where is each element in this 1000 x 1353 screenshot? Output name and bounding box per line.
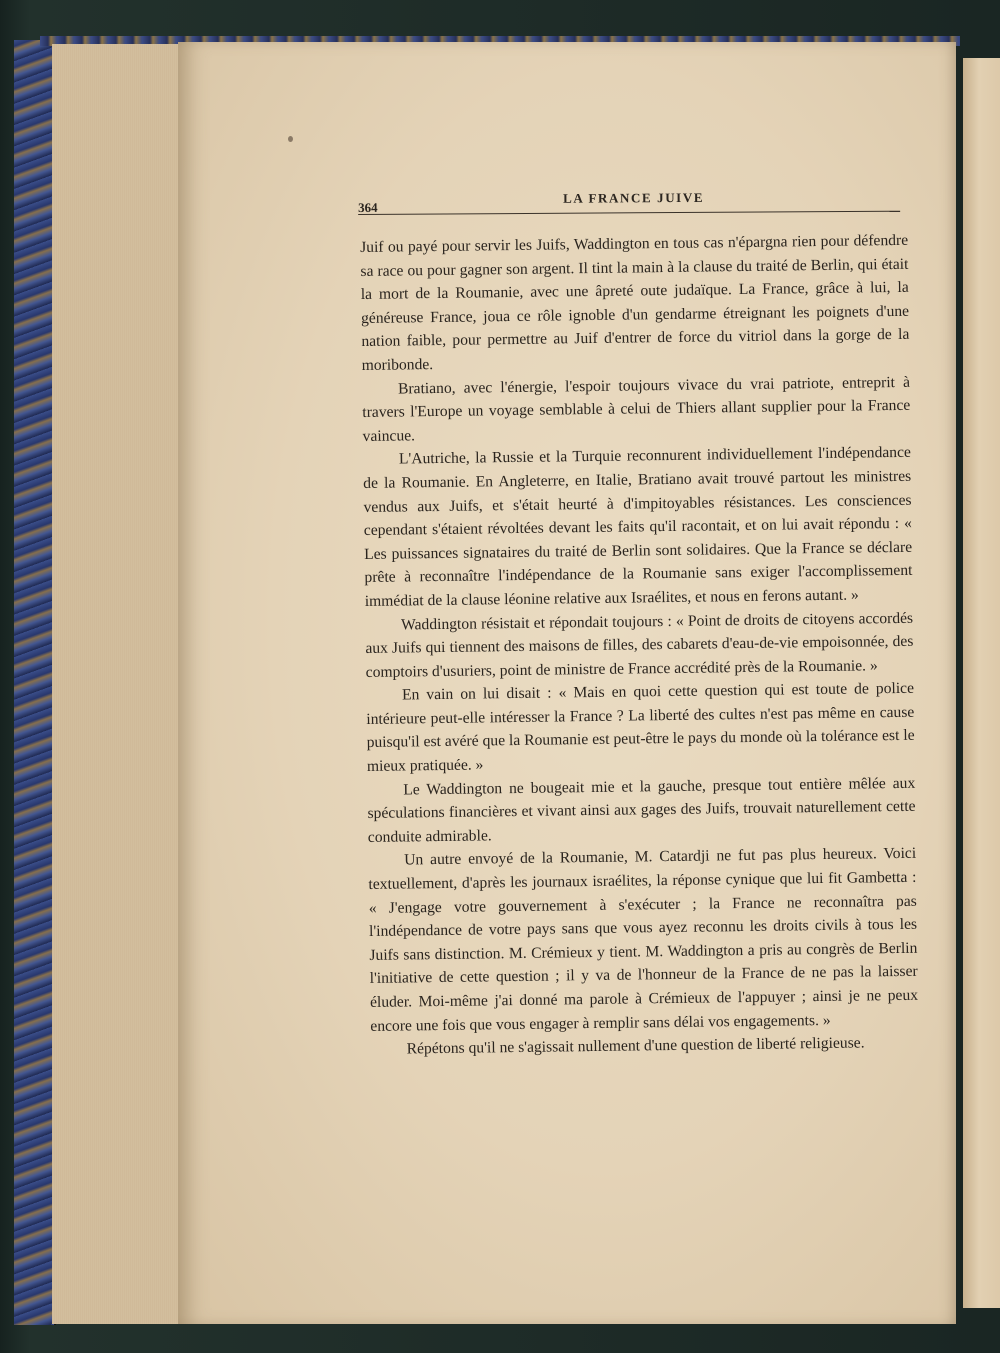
running-title: LA FRANCE JUIVE	[563, 189, 705, 206]
paragraph: Répétons qu'il ne s'agissait nullement d'une question de liberté religieuse.	[406, 1034, 865, 1058]
paragraph: Juif ou payé pour servir les Juifs, Waddington en tous cas n'épargna rien pour défendre sa race ou pour gagner son argent. Il tint la main à la clause du traité de Berlin, qui était la mort de la Roumanie, avec une âpreté oute judaïque. La France, grâce à lui, la généreuse France, joua ce rôle ignoble d'un gendarme étreignant les poignets d'une nation faible, pour permettre au Juif d'entrer de force du vitriol dans la gorge de la moribonde.	[360, 231, 910, 374]
paragraph: Waddington résistait et répondait toujours : « Point de droits de citoyens accordés aux Juifs qui tiennent des maisons de filles, des cabarets d'eau-de-vie empoisonnée, des comptoirs d'usuriers, point de ministre de France accrédité près de la Roumanie. »	[365, 609, 914, 681]
page-stack-edge	[52, 44, 181, 1324]
marbled-board-edge	[14, 40, 56, 1325]
paragraph: L'Autriche, la Russie et la Turquie reconnurent individuellement l'indépendance de la Roumanie. En Angleterre, en Italie, Bratiano avait trouvé partout les ministres vendus aux Juifs, et s'était heurté à d'impitoyables résistances. Les consciences cependant s'étaient révoltées devant les faits qu'il racontait, et on lui avait répondu : « Les puissances signataires du traité de Berlin sont solidaires. Que la France se déclare prête à reconnaître l'indépendance de la Roumanie sans exiger l'accomplissement immédiat de la clause léonine relative aux Israélites, et nous en ferons autant. »	[363, 444, 913, 610]
body-text	[360, 229, 919, 1062]
page-header	[358, 185, 900, 216]
page-number: 364	[358, 199, 378, 215]
paper-spot	[288, 136, 293, 142]
paragraph: En vain on lui disait : « Mais en quoi cette question qui est toute de police intérieure peut-elle intéresser la France ? La liberté des cultes n'est pas même en cause puisqu'il est avéré que la Roumanie est peut-être le pays du monde où la tolérance est le mieux pratiquée. »	[366, 680, 915, 776]
paragraph: Le Waddington ne bougeait mie et la gauche, presque tout entière mêlée aux spéculations financières et vivant ainsi aux gages des Juifs, trouvait naturellement cette conduite admirable.	[367, 774, 916, 846]
facing-page-edge	[960, 58, 1000, 1308]
paragraph: Bratiano, avec l'énergie, l'espoir toujours vivace du vrai patriote, entreprit à travers l'Europe un voyage semblable à celui de Thiers allant supplier pour la France vaincue.	[362, 373, 911, 445]
paragraph: Un autre envoyé de la Roumanie, M. Catardji ne fut pas plus heureux. Voici textuellement, d'après les journaux israélites, la réponse cynique que lui fit Gambetta : « J'engage votre gouvernement à s'exécuter ; la France ne reconnaîtra pas l'indépendance de votre pays sans que vous ayez reconnu les droits civils à tous les Juifs sans distinction. M. Crémieux y tient. M. Waddington a pris au congrès de Berlin l'initiative de cette question ; il y va de l'honneur de la France de ne pas la laisser éluder. Moi-même j'ai donné ma parole à Crémieux de l'appuyer ; ainsi je ne peux encore une fois que vous engager à remplir sans délai vos engagements. »	[368, 845, 919, 1035]
